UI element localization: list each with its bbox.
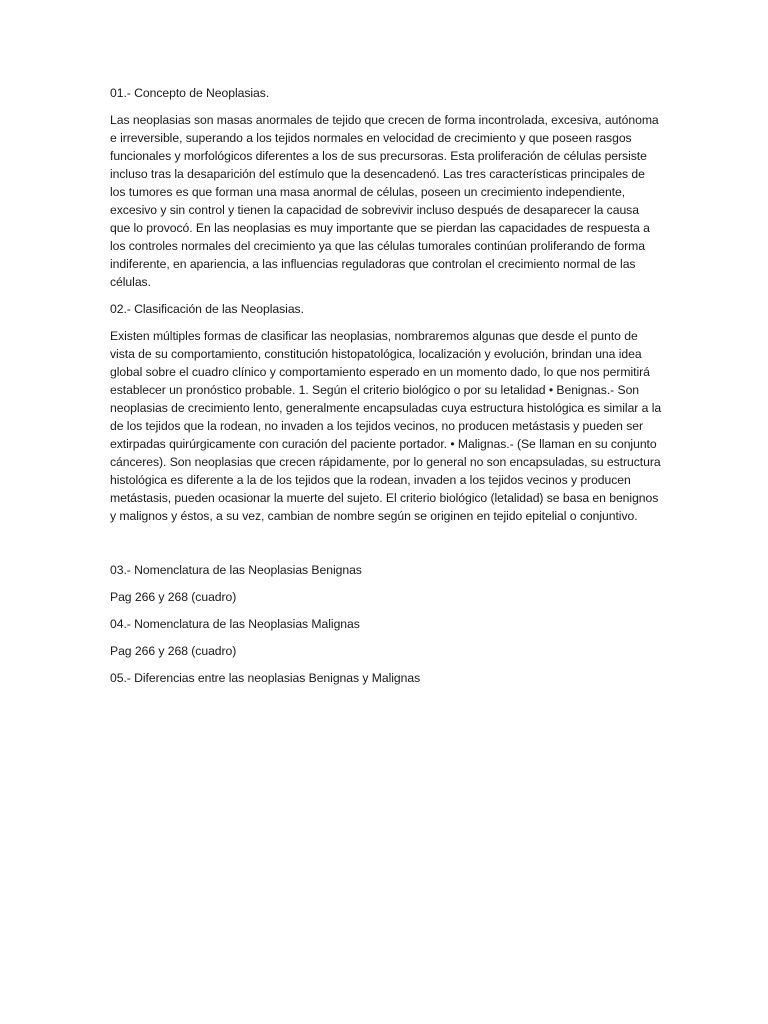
section-2-body: Existen múltiples formas de clasificar las neoplasias, nombraremos algunas que desde el punto de vista de su comportamiento, constitución histopatológica, localización y evolución, brindan una idea global sobre el cuadro clínico y comportamiento esperado en un momento dado, lo que nos permitirá establecer un pronóstico probable. 1. Según el criterio biológico o por su letalidad • Benignas.- Son neoplasias de crecimiento lento, generalmente encapsuladas cuya estructura histológica es similar a la de los tejidos que la rodean, no invaden a los tejidos vecinos, no producen metástasis y pueden ser extirpadas quirúrgicamente con curación del paciente portador. • Malignas.- (Se llaman en su conjunto cánceres). Son neoplasias que crecen rápidamente, por lo general no son encapsuladas, su estructura histológica es diferente a la de los tejidos que la rodean, invaden a los tejidos vecinos y producen metástasis, pueden ocasionar la muerte del sujeto. El criterio biológico (letalidad) se basa en benignos y malignos y éstos, a su vez, cambian de nombre según se originen en tejido epitelial o conjuntivo. [110,329,662,523]
section-1-heading: 01.- Concepto de Neoplasias. [110,86,270,100]
blank-gap [110,534,662,561]
section-1-body: Las neoplasias son masas anormales de tejido que crecen de forma incontrolada, excesiva, autónoma e irreversible, superando a los tejidos normales en velocidad de crecimiento y que poseen rasgos funcionales y morfológicos diferentes a los de sus precursoras. Esta proliferación de células persiste incluso tras la desaparición del estímulo que la desencadenó. Las tres características principales de los tumores es que forman una masa anormal de células, poseen un crecimiento independiente, excesivo y sin control y tienen la capacidad de sobrevivir incluso después de desaparecer la causa que lo provocó. En las neoplasias es muy importante que se pierdan las capacidades de respuesta a los controles normales del crecimiento ya que las células tumorales continúan proliferando de forma indiferente, en apariencia, a las influencias reguladoras que controlan el crecimiento normal de las células. [110,113,659,289]
document-page [110,84,662,696]
section-4-note: Pag 266 y 268 (cuadro) [110,644,237,658]
section-3-note: Pag 266 y 268 (cuadro) [110,590,237,604]
section-2-heading: 02.- Clasificación de las Neoplasias. [110,302,304,316]
section-3-heading: 03.- Nomenclatura de las Neoplasias Benignas [110,563,362,577]
section-5-heading: 05.- Diferencias entre las neoplasias Benignas y Malignas [110,671,421,685]
section-4-heading: 04.- Nomenclatura de las Neoplasias Malignas [110,617,360,631]
